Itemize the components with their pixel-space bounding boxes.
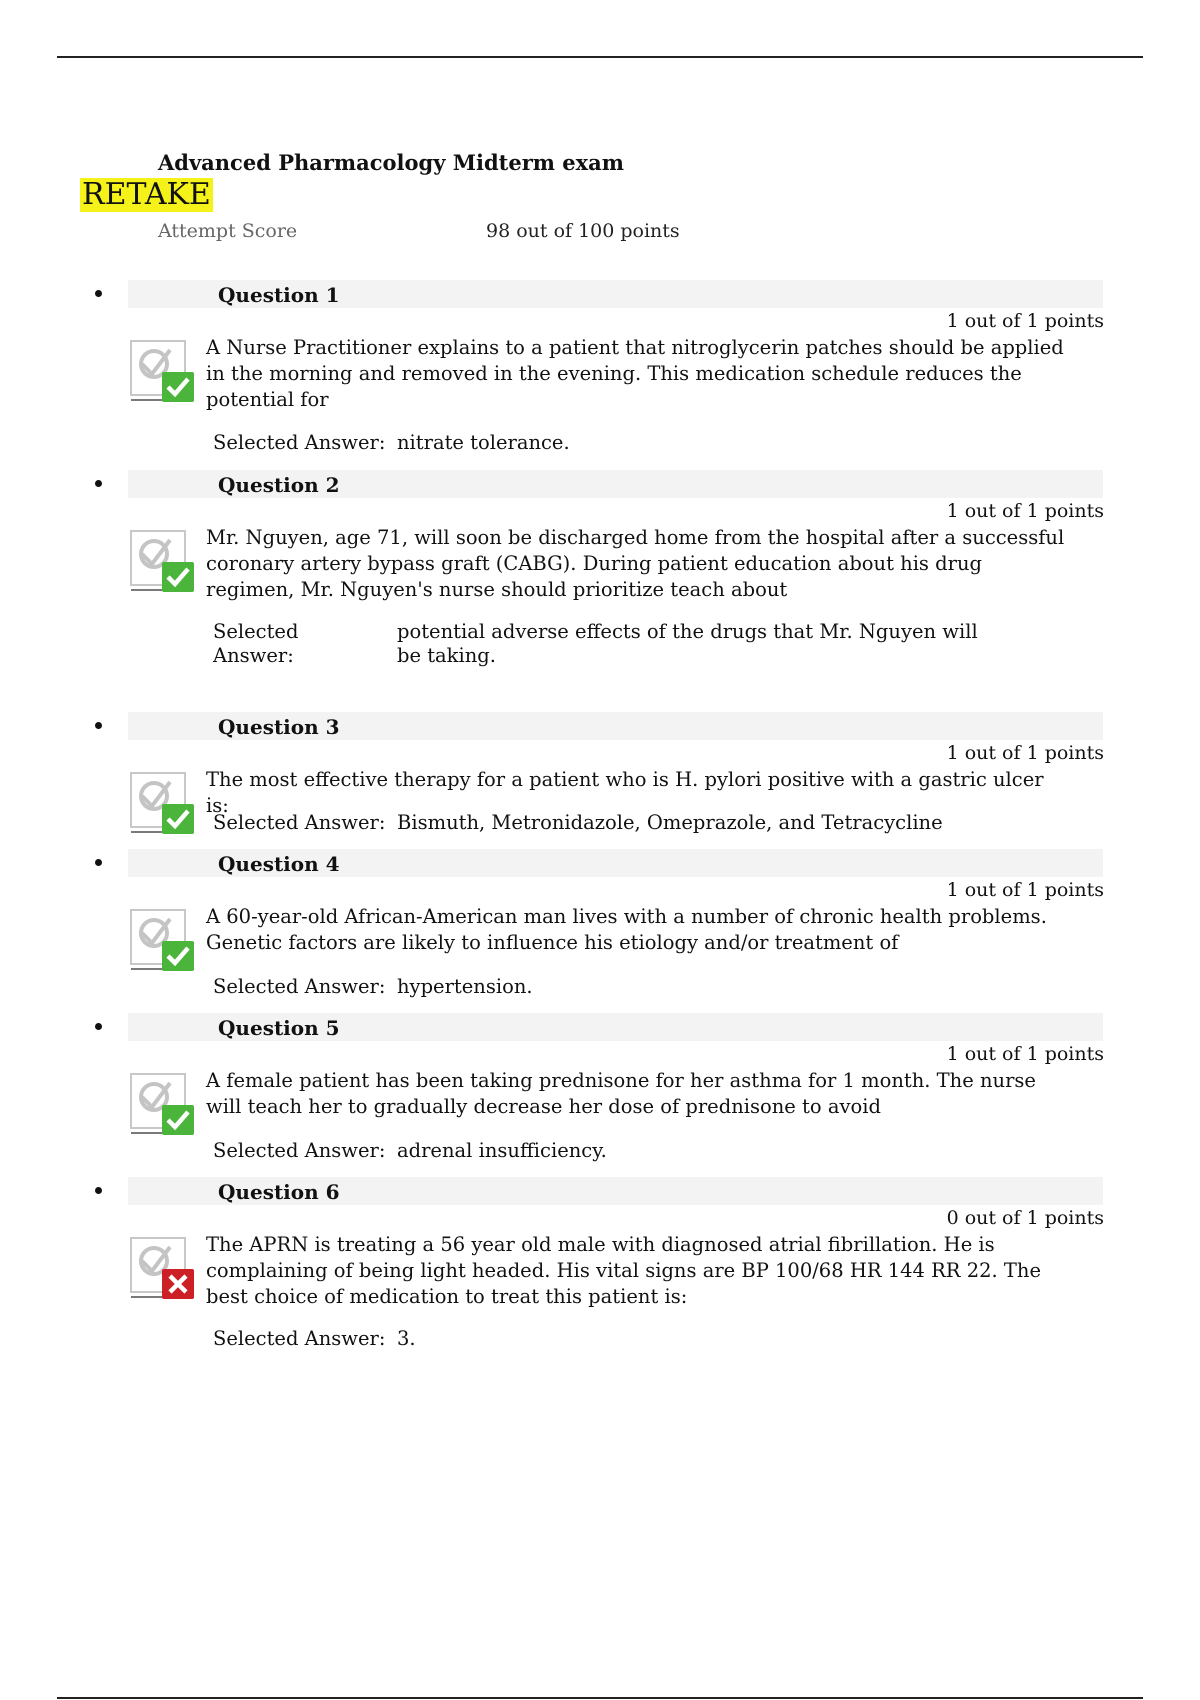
question-text: A female patient has been taking prednisone for her asthma for 1 month. The nurse will teach her to gradually decrease her dose of prednisone to avoid [206, 1069, 1036, 1118]
selected-answer-label: Selected Answer: [213, 811, 386, 834]
question-title: Question 6 [218, 1180, 340, 1204]
selected-answer-value: 3. [397, 1327, 416, 1350]
question-title: Question 2 [218, 473, 340, 497]
bullet [95, 480, 102, 487]
exam-title: Advanced Pharmacology Midterm exam [158, 150, 624, 175]
question-title: Question 3 [218, 715, 340, 739]
selected-answer-label: Selected Answer: [213, 1327, 386, 1350]
selected-answer-label: Selected Answer: [213, 1139, 386, 1162]
question-title: Question 5 [218, 1016, 340, 1040]
selected-answer-label: Selected Answer: [213, 620, 299, 667]
correct-check-icon [128, 770, 198, 838]
selected-answer-value: nitrate tolerance. [397, 431, 570, 454]
question-text: A 60-year-old African-American man lives with a number of chronic health problems. Genetic factors are likely to influence his etiology and/or treatment of [206, 905, 1047, 954]
question-points: 1 out of 1 points [946, 310, 1104, 332]
question-points: 1 out of 1 points [946, 500, 1104, 522]
selected-answer-value: adrenal insufficiency. [397, 1139, 607, 1162]
question-points: 0 out of 1 points [946, 1207, 1104, 1229]
selected-answer-value: potential adverse effects of the drugs that Mr. Nguyen will be taking. [397, 620, 978, 667]
question-text: The APRN is treating a 56 year old male with diagnosed atrial fibrillation. He is complaining of being light headed. His vital signs are BP 100/68 HR 144 RR 22. The best choice of medication to treat this patient is: [206, 1233, 1042, 1308]
question-points: 1 out of 1 points [946, 1043, 1104, 1065]
correct-check-icon [128, 528, 198, 596]
question-title: Question 4 [218, 852, 340, 876]
correct-check-icon [128, 1071, 198, 1139]
top-rule [57, 56, 1143, 58]
correct-check-icon [128, 338, 198, 406]
selected-answer-value: hypertension. [397, 975, 533, 998]
question-title: Question 1 [218, 283, 340, 307]
question-text: Mr. Nguyen, age 71, will soon be discharged home from the hospital after a successful coronary artery bypass graft (CABG). During patient education about his drug regimen, Mr. Nguyen's nurse should prioritize teach about [206, 526, 1065, 601]
selected-answer-label: Selected Answer: [213, 431, 386, 454]
selected-answer-value: Bismuth, Metronidazole, Omeprazole, and Tetracycline [397, 811, 943, 834]
question-points: 1 out of 1 points [946, 742, 1104, 764]
bullet [95, 859, 102, 866]
bullet [95, 1023, 102, 1030]
attempt-score-label: Attempt Score [158, 220, 298, 242]
attempt-score-value: 98 out of 100 points [486, 220, 680, 242]
selected-answer-label: Selected Answer: [213, 975, 386, 998]
bullet [95, 1187, 102, 1194]
bottom-rule [57, 1697, 1143, 1699]
incorrect-x-icon [128, 1235, 198, 1303]
question-text: A Nurse Practitioner explains to a patient that nitroglycerin patches should be applied in the morning and removed in the evening. This medication schedule reduces the potential for [206, 336, 1064, 411]
bullet [95, 722, 102, 729]
question-text: The most effective therapy for a patient who is H. pylori positive with a gastric ulcer is: [206, 768, 1044, 817]
correct-check-icon [128, 907, 198, 975]
retake-label: RETAKE [82, 177, 211, 212]
question-points: 1 out of 1 points [946, 879, 1104, 901]
bullet [95, 290, 102, 297]
